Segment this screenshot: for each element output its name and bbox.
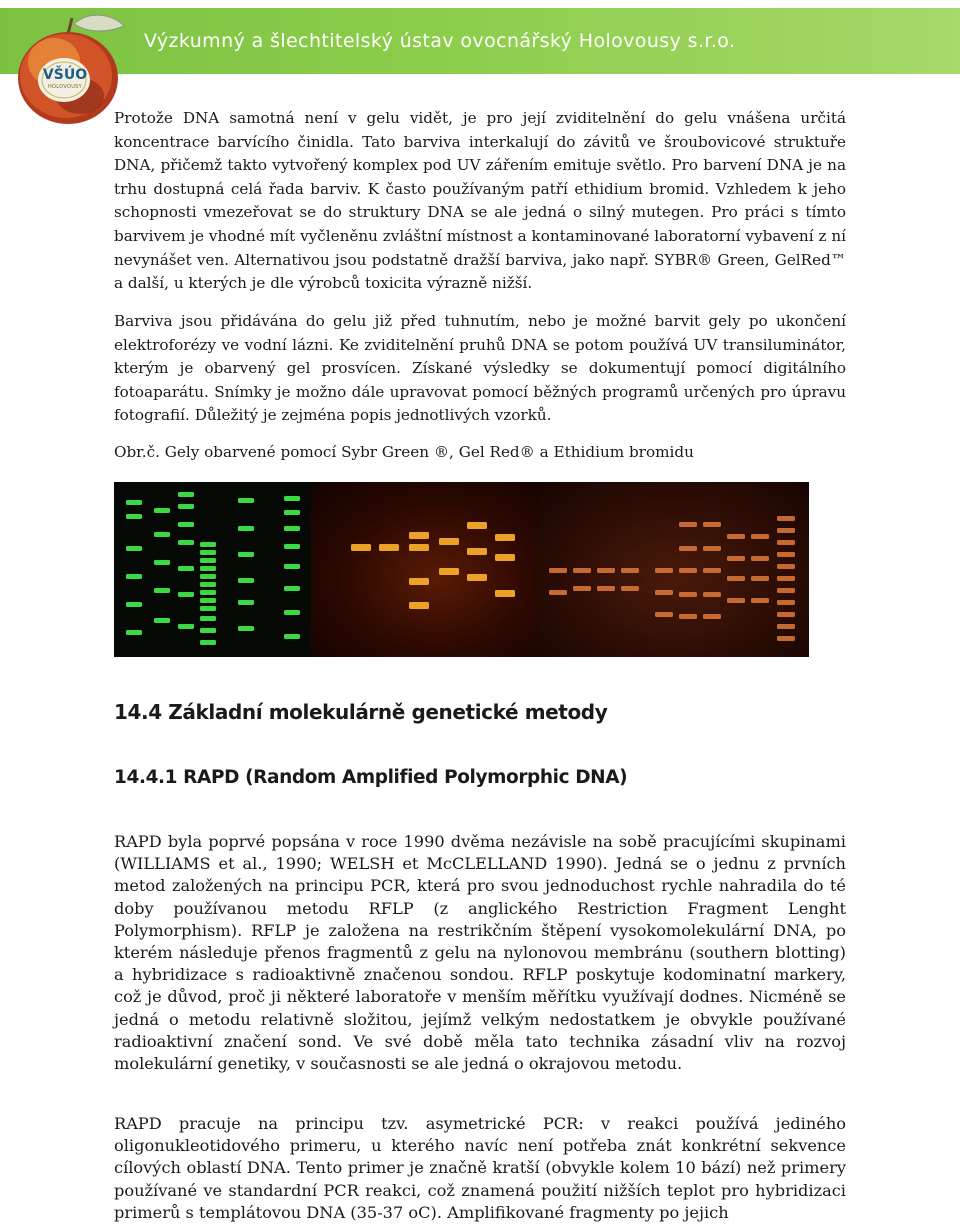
- gel-band: [284, 586, 300, 591]
- gel-band: [703, 522, 721, 527]
- gel-image-gel-red: [311, 482, 539, 657]
- gel-band: [467, 574, 487, 581]
- gel-band: [178, 492, 194, 497]
- gel-band: [727, 598, 745, 603]
- gel-band: [703, 614, 721, 619]
- gel-band: [409, 532, 429, 539]
- gel-band: [777, 624, 795, 629]
- gel-band: [777, 588, 795, 593]
- apple-logo-icon: [10, 4, 128, 124]
- gel-band: [495, 554, 515, 561]
- gel-band: [777, 600, 795, 605]
- section-heading: 14.4 Základní molekulárně genetické metody: [114, 700, 608, 724]
- gel-gelred-bands: [311, 482, 539, 657]
- paragraph-rapd-principle: RAPD pracuje na principu tzv. asymetrické PCR: v reakci používá jediného oligonukleotidového primeru, u kterého navíc není potřeba znát konkrétní sekvence cílových oblastí DNA. Tento primer je značně kratší (obvykle kolem 10 bází) než primery používané ve standardní PCR reakci, což znamená použití nižších teplot pro hybridizaci primerů s templátovou DNA (35-37 oC). Amplifikované fragmenty po jejich: [114, 1114, 846, 1222]
- institute-name: Výzkumný a šlechtitelský ústav ovocnářský Holovousy s.r.o.: [144, 30, 736, 52]
- gel-band: [200, 582, 216, 587]
- gel-band: [238, 498, 254, 503]
- gel-band: [154, 588, 170, 593]
- gel-band: [126, 500, 142, 505]
- gel-ethidium-bands: [539, 482, 809, 657]
- gel-band: [727, 576, 745, 581]
- gel-band: [126, 630, 142, 635]
- vsuo-logo: [10, 4, 128, 124]
- gel-band: [777, 612, 795, 617]
- gel-band: [284, 610, 300, 615]
- gel-band: [126, 602, 142, 607]
- header-banner: [0, 8, 960, 74]
- gel-band: [679, 592, 697, 597]
- gel-band: [495, 590, 515, 597]
- gel-sybr-bands: [114, 482, 311, 657]
- gel-band: [126, 514, 142, 519]
- gel-band: [703, 546, 721, 551]
- gel-band: [409, 578, 429, 585]
- gel-band: [549, 590, 567, 595]
- gel-band: [751, 534, 769, 539]
- gel-band: [655, 568, 673, 573]
- gel-band: [178, 566, 194, 571]
- gel-band: [655, 590, 673, 595]
- gel-band: [200, 574, 216, 579]
- gel-band: [467, 522, 487, 529]
- gel-band: [751, 556, 769, 561]
- gel-band: [200, 566, 216, 571]
- gel-band: [573, 586, 591, 591]
- gel-band: [655, 612, 673, 617]
- gel-band: [703, 592, 721, 597]
- gel-band: [238, 552, 254, 557]
- gel-image-ethidium-bromide: [539, 482, 809, 657]
- gel-band: [200, 628, 216, 633]
- gel-band: [238, 578, 254, 583]
- gel-band: [351, 544, 371, 551]
- gel-band: [284, 544, 300, 549]
- gel-band: [751, 576, 769, 581]
- gel-band: [200, 640, 216, 645]
- gel-band: [439, 568, 459, 575]
- gel-band: [727, 534, 745, 539]
- gel-band: [200, 590, 216, 595]
- gel-band: [777, 564, 795, 569]
- gel-band: [379, 544, 399, 551]
- gel-band: [284, 510, 300, 515]
- gel-band: [126, 546, 142, 551]
- paragraph-rapd-history: RAPD byla poprvé popsána v roce 1990 dvěma nezávisle na sobě pracujícími skupinami (WILLIAMS et al., 1990; WELSH et McCLELLAND 1990). Jedná se o jednu z prvních metod založených na principu PCR, která pro svou jednoduchost rychle nahradila do té doby používanou metodu RFLP (z anglického Restriction Fragment Lenght Polymorphism). RFLP je založena na restrikčním štěpení vysokomolekulární DNA, po kterém následuje přenos fragmentů z gelu na nylonovou membránu (southern blotting) a hybridizace s radioaktivně značenou sondou. RFLP poskytuje kodominatní markery, což je důvod, proč ji některé laboratoře v menším měřítku využívají dodnes. Nicméně se jedná o metodu relativně složitou, jejímž velkým nedostatkem je obvykle používané radioaktivní značení sond. Ve své době měla tato technika zásadní vliv na rozvoj molekulární genetiky, v současnosti se ale jedná o okrajovou metodu.: [114, 832, 846, 1074]
- gel-band: [777, 516, 795, 521]
- gel-band: [126, 574, 142, 579]
- gel-band: [727, 556, 745, 561]
- gel-band: [777, 636, 795, 641]
- gel-band: [467, 548, 487, 555]
- subsection-heading: 14.4.1 RAPD (Random Amplified Polymorphic DNA): [114, 767, 628, 788]
- gel-band: [439, 538, 459, 545]
- gel-band: [495, 534, 515, 541]
- gel-band: [284, 526, 300, 531]
- gel-band: [178, 624, 194, 629]
- gel-band: [409, 544, 429, 551]
- logo-subtext: HOLOVOUSY: [47, 84, 82, 90]
- gel-band: [178, 540, 194, 545]
- gel-band: [200, 616, 216, 621]
- gel-band: [200, 558, 216, 563]
- gel-image-sybr-green: [114, 482, 311, 657]
- gel-band: [777, 552, 795, 557]
- gel-band: [154, 560, 170, 565]
- gel-band: [549, 568, 567, 573]
- gel-band: [597, 568, 615, 573]
- gel-band: [154, 532, 170, 537]
- gel-band: [238, 526, 254, 531]
- gel-band: [154, 618, 170, 623]
- gel-band: [409, 602, 429, 609]
- gel-band: [597, 586, 615, 591]
- paragraph-staining-method: Barviva jsou přidávána do gelu již před tuhnutím, nebo je možné barvit gely po ukončení elektroforézy ve vodní lázni. Ke zviditelnění pruhů DNA se potom používá UV transiluminátor, kterým je obarvený gel prosvícen. Získané výsledky se dokumentují pomocí digitálního fotoaparátu. Snímky je možno dále upravovat pomocí běžných programů určených pro úpravu fotografií. Důležitý je zejména popis jednotlivých vzorků.: [114, 312, 846, 425]
- gel-band: [178, 592, 194, 597]
- gel-band: [200, 542, 216, 547]
- figure-caption: Obr.č. Gely obarvené pomocí Sybr Green ®, Gel Red® a Ethidium bromidu: [114, 443, 694, 461]
- gel-band: [679, 546, 697, 551]
- gel-band: [284, 564, 300, 569]
- gel-band: [154, 508, 170, 513]
- gel-band: [751, 598, 769, 603]
- gel-band: [238, 626, 254, 631]
- logo-text: VŠÚO: [42, 67, 88, 83]
- gel-band: [573, 568, 591, 573]
- gel-band: [679, 522, 697, 527]
- gel-band: [679, 614, 697, 619]
- gel-band: [200, 598, 216, 603]
- gel-band: [777, 528, 795, 533]
- gel-band: [777, 540, 795, 545]
- gel-band: [200, 550, 216, 555]
- gel-band: [178, 504, 194, 509]
- gel-band: [284, 496, 300, 501]
- gel-band: [777, 576, 795, 581]
- paragraph-staining-intro: Protože DNA samotná není v gelu vidět, je pro její zviditelnění do gelu vnášena určitá koncentrace barvícího činidla. Tato barviva interkalují do závitů ve šroubovicové struktuře DNA, přičemž takto vytvořený komplex pod UV zářením emituje světlo. Pro barvení DNA je na trhu dostupná celá řada barviv. K často používaným patří ethidium bromid. Vzhledem k jeho schopnosti vmezeřovat se do struktury DNA se ale jedná o silný mutegen. Pro práci s tímto barvivem je vhodné mít vyčleněnu zvláštní místnost a kontaminované laboratorní vybavení z ní nevynášet ven. Alternativou jsou podstatně dražší barviva, jako např. SYBR® Green, GelRed™ a další, u kterých je dle výrobců toxicita výrazně nižší.: [114, 109, 846, 293]
- gel-band: [679, 568, 697, 573]
- gel-band: [621, 568, 639, 573]
- gel-band: [284, 634, 300, 639]
- gel-band: [178, 522, 194, 527]
- gel-band: [238, 600, 254, 605]
- gel-band: [621, 586, 639, 591]
- gel-band: [703, 568, 721, 573]
- gel-band: [200, 606, 216, 611]
